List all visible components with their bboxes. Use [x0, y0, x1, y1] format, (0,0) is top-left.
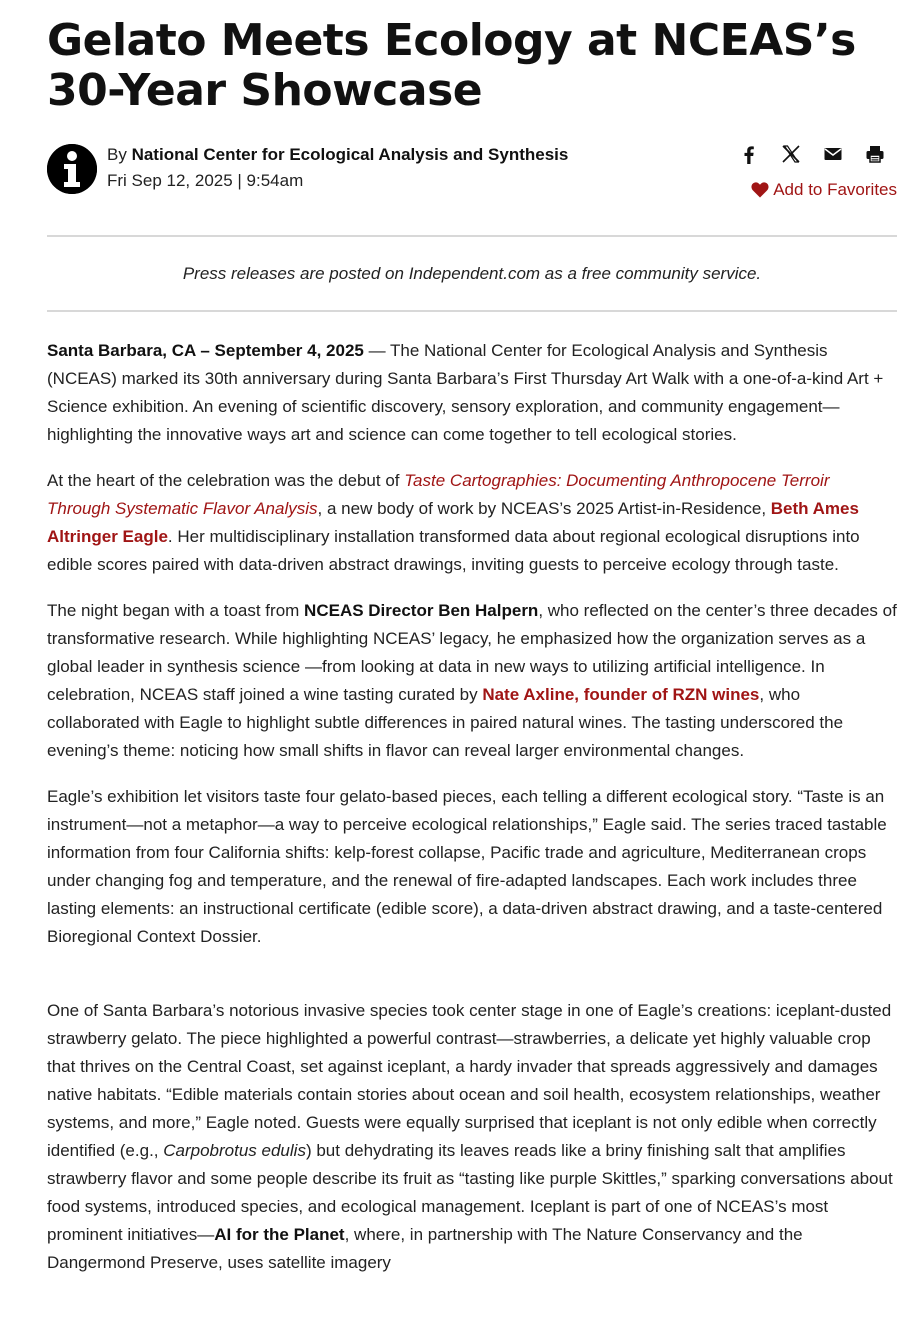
add-to-favorites-button[interactable]	[751, 180, 897, 200]
beth-eagle-link[interactable]: Beth Ames Altringer Eagle	[47, 499, 859, 546]
paragraph-text: — The National Center for Ecological Analysis and Synthesis (NCEAS) marked its 30th anniversary during Santa Barbara’s First Thursday Art Walk with a one-of-a-kind Art + Science exhibition. An evening of scientific discovery, sensory exploration, and community engagement—highlighting the innovative ways art and science can come together to tell ecological stories.	[47, 341, 884, 444]
paragraph-text: . Her multidisciplinary installation transformed data about regional ecological disruptions into edible scores paired with data-driven abstract drawings, inviting guests to perceive ecology through taste.	[47, 527, 860, 574]
dateline: Santa Barbara, CA – September 4, 2025	[47, 341, 364, 360]
paragraph-text: Eagle’s exhibition let visitors taste four gelato-based pieces, each telling a different ecological story. “Taste is an instrument—not a metaphor—a way to perceive ecological relationships,” Eagle said. The series traced tastable information from four California shifts: kelp-forest collapse, Pacific trade and agriculture, Mediterranean crops under changing fog and temperature, and the renewal of fire-adapted landscapes. Each work includes three lasting elements: an instructional certificate (edible score), a data-driven abstract drawing, and a taste-centered Bioregional Context Dossier.	[47, 787, 887, 946]
director-name: NCEAS Director Ben Halpern	[304, 601, 539, 620]
rzn-wines-link[interactable]: Nate Axline, founder of RZN wines	[482, 685, 760, 704]
byline	[107, 142, 568, 194]
x-icon[interactable]	[781, 144, 801, 164]
info-icon	[47, 144, 97, 194]
facebook-icon[interactable]	[739, 144, 759, 164]
byline-prefix: By	[107, 145, 127, 164]
taste-cartographies-link[interactable]: Taste Cartographies: Documenting Anthropocene Terroir Through Systematic Flavor Analysis	[47, 471, 830, 518]
paragraph-text: One of Santa Barbara’s notorious invasive species took center stage in one of Eagle’s creations: iceplant-dusted strawberry gelato. The piece highlighted a powerful contrast—strawberries, a delicate yet highly valuable crop that thrives on the Central Coast, set against iceplant, a hardy invader that spreads aggressively and damages native habitats. “Edible materials contain stories about ocean and soil health, ecosystem relationships, weather systems, and more,” Eagle noted. Guests were equally surprised that iceplant is not only edible when correctly identified (e.g.,	[47, 1001, 892, 1160]
heart-icon	[751, 181, 769, 198]
community-notice: Press releases are posted on Independent.com as a free community service.	[182, 264, 762, 283]
ai-for-planet: AI for the Planet	[214, 1225, 345, 1244]
paragraph-text: At the heart of the celebration was the debut of	[47, 471, 405, 490]
paragraph-4	[47, 783, 897, 951]
paragraph-text: , who reflected on the center’s three decades of transformative research. While highlighting NCEAS’ legacy, he emphasized how the organization serves as a global leader in synthesis science —from looking at data in new ways to utilizing artificial intelligence. In celebration, NCEAS staff joined a wine tasting curated by	[47, 601, 897, 704]
article-title: Gelato Meets Ecology at NCEAS’s 30-Year Showcase	[47, 15, 856, 116]
favorites-label: Add to Favorites	[773, 180, 897, 199]
paragraph-text: , where, in partnership with The Nature Conservancy and the Dangermond Preserve, uses satellite imagery	[47, 1225, 803, 1272]
paragraph-2	[47, 467, 897, 579]
paragraph-3	[47, 597, 897, 765]
paragraph-5	[47, 997, 897, 1277]
article-body	[47, 312, 897, 1277]
species-name: Carpobrotus edulis	[163, 1141, 306, 1160]
paragraph-text: , a new body of work by NCEAS’s 2025 Artist-in-Residence,	[317, 499, 771, 518]
email-icon[interactable]	[823, 144, 843, 164]
print-icon[interactable]	[865, 144, 885, 164]
paragraph-text: The night began with a toast from	[47, 601, 305, 620]
author-link[interactable]: National Center for Ecological Analysis and Synthesis	[131, 145, 569, 164]
byline-row	[47, 140, 897, 235]
publish-date: Fri Sep 12, 2025 | 9:54am	[107, 171, 304, 190]
paragraph-1	[47, 337, 897, 449]
paragraph-text: , who collaborated with Eagle to highlight subtle differences in paired natural wines. The tasting underscored the evening’s theme: noticing how small shifts in flavor can reveal larger environmental changes.	[47, 685, 844, 760]
article	[47, 0, 897, 1295]
paragraph-text: ) but dehydrating its leaves reads like a briny finishing salt that amplifies strawberry flavor and some people describe its fruit as “tasting like purple Skittles,” sparking conversations about food systems, introduced species, and ecological management. Iceplant is part of one of NCEAS’s most prominent initiatives—	[47, 1141, 893, 1244]
